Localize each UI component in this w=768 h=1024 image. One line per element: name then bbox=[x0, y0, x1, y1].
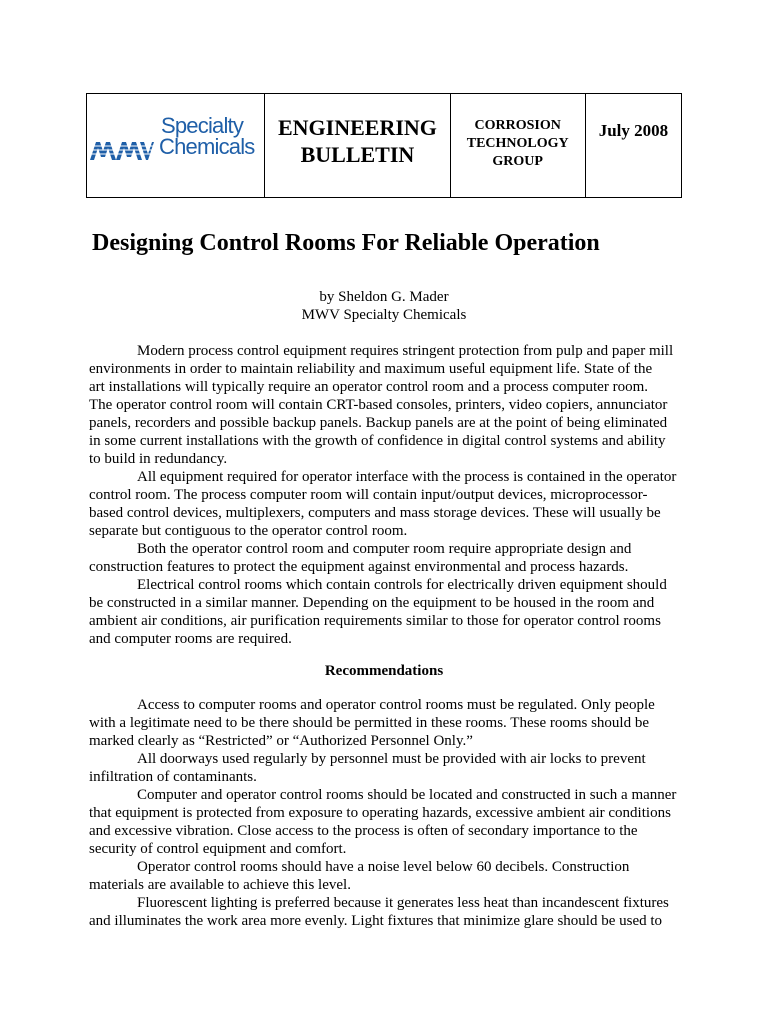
logo-text-specialty: Specialty bbox=[161, 113, 244, 138]
document-title: Designing Control Rooms For Reliable Operation bbox=[92, 230, 600, 256]
body-text-line: to build in redundancy. bbox=[89, 451, 228, 467]
body-text-line: in some current installations with the growth of confidence in digital control systems and ability bbox=[89, 433, 666, 449]
body-text-line: construction features to protect the equipment against environmental and process hazards. bbox=[89, 559, 629, 575]
body-text-line: based control devices, multiplexers, computers and mass storage devices. These will usually be bbox=[89, 505, 661, 521]
body-text-line: Access to computer rooms and operator control rooms must be regulated. Only people bbox=[137, 697, 655, 713]
body-text-line: marked clearly as “Restricted” or “Authorized Personnel Only.” bbox=[89, 733, 473, 749]
body-text-line: and illuminates the work area more evenly. Light fixtures that minimize glare should be used to bbox=[89, 913, 663, 929]
recommendations-body bbox=[89, 696, 676, 930]
group-line-1: CORROSION bbox=[474, 117, 561, 133]
body-text-line: The operator control room will contain CRT-based consoles, printers, video copiers, annunciator bbox=[89, 397, 668, 413]
body-text-line: with a legitimate need to be there should be permitted in these rooms. These rooms should be bbox=[89, 715, 650, 731]
author-organization: MWV Specialty Chemicals bbox=[301, 307, 467, 323]
body-text-line: Both the operator control room and computer room require appropriate design and bbox=[137, 541, 632, 557]
body-text-line: panels, recorders and possible backup panels. Backup panels are at the point of being eliminated bbox=[89, 415, 668, 431]
bulletin-date: July 2008 bbox=[598, 121, 669, 140]
mwv-mark-icon bbox=[90, 142, 154, 160]
date-cell bbox=[585, 94, 681, 198]
body-text-line: art installations will typically require an operator control room and a process computer room. bbox=[89, 379, 648, 395]
header-table bbox=[86, 93, 682, 198]
body-text-line: Modern process control equipment requires stringent protection from pulp and paper mill bbox=[137, 343, 674, 359]
body-text-line: All equipment required for operator interface with the process is contained in the operator bbox=[137, 469, 677, 485]
group-cell bbox=[450, 94, 585, 198]
body-text-line: infiltration of contaminants. bbox=[89, 769, 257, 785]
byline bbox=[0, 288, 768, 324]
logo-cell bbox=[87, 94, 265, 198]
recommendations-heading: Recommendations bbox=[324, 663, 444, 679]
intro-body bbox=[89, 342, 676, 648]
group-line-3: GROUP bbox=[492, 153, 543, 169]
body-text-line: materials are available to achieve this level. bbox=[89, 877, 351, 893]
body-text-line: that equipment is protected from exposure to operating hazards, excessive ambient air conditions bbox=[89, 805, 671, 821]
mwv-logo bbox=[87, 94, 265, 197]
body-text-line: control room. The process computer room will contain input/output devices, microprocessor- bbox=[89, 487, 648, 503]
group-line-2: TECHNOLOGY bbox=[466, 135, 569, 151]
body-text-line: Computer and operator control rooms should be located and constructed in such a manner bbox=[137, 787, 677, 803]
body-text-line: environments in order to maintain reliability and maximum useful equipment life. State of the bbox=[89, 361, 653, 377]
body-text-line: All doorways used regularly by personnel must be provided with air locks to prevent bbox=[137, 751, 646, 767]
bulletin-cell bbox=[265, 94, 450, 198]
bulletin-line-1: ENGINEERING bbox=[277, 114, 437, 140]
bulletin-line-2: BULLETIN bbox=[300, 141, 415, 167]
body-text-line: Fluorescent lighting is preferred because it generates less heat than incandescent fixtures bbox=[137, 895, 669, 911]
body-text-line: and excessive vibration. Close access to the process is often of secondary importance to the bbox=[89, 823, 638, 839]
body-text-line: ambient air conditions, air purification requirements similar to those for operator control rooms bbox=[89, 613, 661, 629]
body-text-line: security of control equipment and comfort. bbox=[89, 841, 347, 857]
body-text-line: Electrical control rooms which contain controls for electrically driven equipment should bbox=[137, 577, 667, 593]
body-text-line: and computer rooms are required. bbox=[89, 631, 292, 647]
svg-text:MWV: MWV bbox=[92, 156, 95, 157]
author: by Sheldon G. Mader bbox=[319, 289, 449, 305]
logo-text-chemicals: Chemicals bbox=[159, 134, 255, 159]
body-text-line: be constructed in a similar manner. Depending on the equipment to be housed in the room and bbox=[89, 595, 655, 611]
body-text-line: separate but contiguous to the operator control room. bbox=[89, 523, 408, 539]
body-text-line: Operator control rooms should have a noise level below 60 decibels. Construction bbox=[137, 859, 630, 875]
